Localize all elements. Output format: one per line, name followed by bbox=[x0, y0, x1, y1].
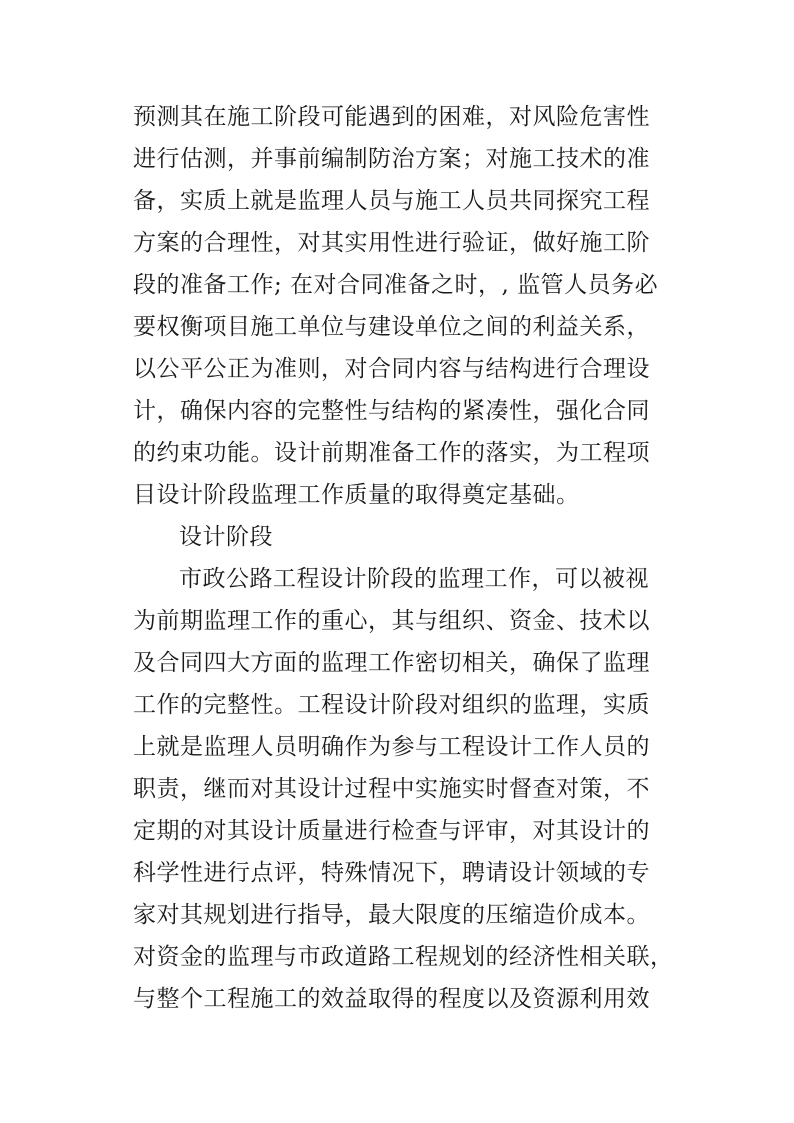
text-line: 计，确保内容的完整性与结构的紧凑性，强化合同 bbox=[133, 398, 650, 424]
text-line: 家对其规划进行指导，最大限度的压缩造价成本。 bbox=[133, 902, 650, 928]
text-line: 对资金的监理与市政道路工程规划的经济性相关联， bbox=[133, 944, 674, 970]
body-text bbox=[133, 96, 673, 1020]
text-line: 进行估测，并事前编制防治方案；对施工技术的准 bbox=[133, 146, 650, 172]
text-line: 备，实质上就是监理人员与施工人员共同探究工程 bbox=[133, 188, 650, 214]
paragraph-start-line: 市政公路工程设计阶段的监理工作，可以被视 bbox=[179, 566, 649, 592]
text-line: 与整个工程施工的效益取得的程度以及资源利用效 bbox=[133, 986, 650, 1012]
text-line: 目设计阶段监理工作质量的取得奠定基础。 bbox=[133, 482, 580, 508]
text-line: 段的准备工作; 在对合同准备之时，, 监管人员务必 bbox=[133, 272, 659, 298]
text-line: 方案的合理性，对其实用性进行验证，做好施工阶 bbox=[133, 230, 650, 256]
text-line: 预测其在施工阶段可能遇到的困难，对风险危害性 bbox=[133, 104, 650, 130]
text-line: 及合同四大方面的监理工作密切相关，确保了监理 bbox=[133, 650, 650, 676]
text-line: 以公平公正为准则，对合同内容与结构进行合理设 bbox=[133, 356, 650, 382]
text-line: 定期的对其设计质量进行检查与评审，对其设计的 bbox=[133, 818, 650, 844]
text-line: 上就是监理人员明确作为参与工程设计工作人员的 bbox=[133, 734, 650, 760]
text-line: 为前期监理工作的重心，其与组织、资金、技术以 bbox=[133, 608, 650, 634]
section-heading: 设计阶段 bbox=[179, 524, 273, 550]
text-line: 科学性进行点评，特殊情况下，聘请设计领域的专 bbox=[133, 860, 650, 886]
text-line: 的约束功能。设计前期准备工作的落实，为工程项 bbox=[133, 440, 650, 466]
text-line: 职责，继而对其设计过程中实施实时督查对策，不 bbox=[133, 776, 650, 802]
text-line: 要权衡项目施工单位与建设单位之间的利益关系， bbox=[133, 314, 650, 340]
text-line: 工作的完整性。工程设计阶段对组织的监理，实质 bbox=[133, 692, 650, 718]
